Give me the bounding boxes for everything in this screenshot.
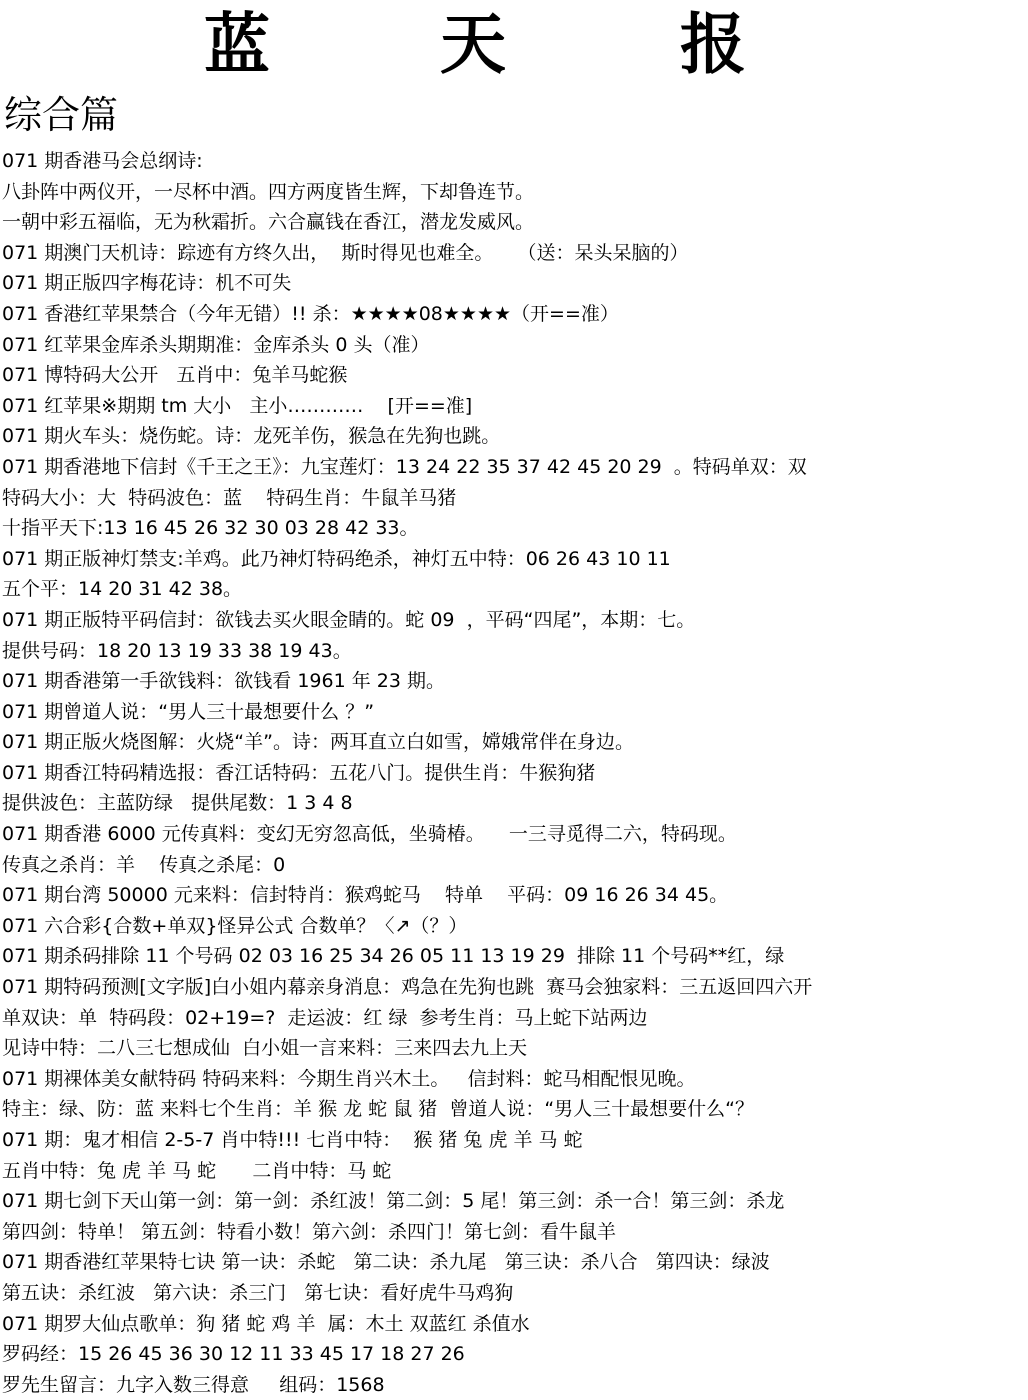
text-line: 单双诀：单 特码段：02+19=? 走运波：红 绿 参考生肖：马上蛇下站两边 [2, 1006, 648, 1029]
text-line: 071 期正版特平码信封：欲钱去买火眼金睛的。蛇 09 ，平码“四尾”，本期：七。 [2, 608, 696, 631]
text-line: 071 期香港第一手欲钱料：欲钱看 1961 年 23 期。 [2, 670, 445, 693]
text-line: 一朝中彩五福临，无为秋霜折。六合赢钱在香江，潜龙发威风。 [2, 211, 535, 234]
text-line: 第五诀：杀红波 第六诀：杀三门 第七诀：看好虎牛马鸡狗 [2, 1281, 514, 1304]
text-line: 071 期：鬼才相信 2-5-7 肖中特!!! 七肖中特： 猴 猪 兔 虎 羊 马 蛇 [2, 1129, 583, 1151]
text-line: 071 期裸体美女献特码 特码来料：今期生肖兴木土。 信封料：蛇马相配恨见晚。 [2, 1067, 696, 1090]
text-line: 071 期杀码排除 11 个号码 02 03 16 25 34 26 05 11 13 19 29 排除 11 个号码**红，绿 [2, 945, 785, 968]
text-line: 特主：绿、防：蓝 来料七个生肖：羊 猴 龙 蛇 鼠 猪 曾道人说：“男人三十最想要什么“？ [2, 1098, 755, 1121]
text-line: 五个平：14 20 31 42 38。 [2, 578, 243, 601]
text-line: 071 期澳门天机诗：踪迹有方终久出， 斯时得见也难全。 （送：呆头呆脑的） [2, 241, 689, 264]
masthead [0, 5, 1028, 92]
text-line: 071 六合彩{合数+单双}怪异公式 合数单？〈↗（？） [2, 914, 468, 937]
text-line: 罗先生留言：九字入数三得意 组码：1568 [2, 1373, 385, 1396]
text-line: 071 期正版火烧图解：火烧“羊”。诗：两耳直立白如雪，嫦娥常伴在身边。 [2, 731, 634, 754]
section-title: 综合篇 [4, 93, 119, 137]
text-line: 071 期特码预测[文字版]白小姐内幕亲身消息：鸡急在先狗也跳 赛马会独家料：三五返回四六开 [2, 976, 813, 999]
text-line: 071 期香港红苹果特七诀 第一诀：杀蛇 第二诀：杀九尾 第三诀：杀八合 第四诀：绿波 [2, 1251, 770, 1274]
text-line: 传真之杀肖：羊 传真之杀尾：0 [2, 853, 286, 876]
masthead-char-1: 蓝 [204, 5, 270, 83]
text-line: 提供号码：18 20 13 19 33 38 19 43。 [2, 639, 352, 662]
text-line: 071 期香江特码精选报：香江话特码：五花八门。提供生肖：牛猴狗猪 [2, 761, 596, 784]
text-line: 071 期罗大仙点歌单：狗 猪 蛇 鸡 羊 属：木土 双蓝红 杀值水 [2, 1312, 530, 1335]
text-line: 071 博特码大公开 五肖中：兔羊马蛇猴 [2, 364, 348, 387]
text-line: 071 香港红苹果禁合（今年无错）!! 杀：★★★★08★★★★（开==准） [2, 302, 619, 325]
text-line: 第四剑：特单！ 第五剑：特看小数！第六剑：杀四门！第七剑：看牛鼠羊 [2, 1220, 617, 1243]
masthead-char-2: 天 [440, 5, 506, 83]
text-line: 罗码经：15 26 45 36 30 12 11 33 45 17 18 27 26 [2, 1343, 465, 1366]
text-line: 071 红苹果※期期 tm 大小 主小………… [开==准] [2, 394, 473, 417]
text-line: 071 期七剑下天山第一剑：第一剑：杀红波！第二剑：5 尾！第三剑：杀一合！第三剑：杀龙 [2, 1190, 785, 1213]
text-line: 071 期香港地下信封《千王之王》：九宝莲灯：13 24 22 35 37 42 45 20 29 。特码单双：双 [2, 455, 807, 478]
text-line: 八卦阵中两仪开，一尽杯中酒。四方两度皆生辉，下却鲁连节。 [2, 180, 535, 203]
text-line: 071 红苹果金库杀头期期准：金库杀头 0 头（准） [2, 333, 430, 356]
text-line: 提供波色：主蓝防绿 提供尾数：1 3 4 8 [2, 792, 353, 815]
text-line: 见诗中特：二八三七想成仙 白小姐一言来料：三来四去九上天 [2, 1037, 528, 1060]
text-line: 五肖中特：兔 虎 羊 马 蛇 二肖中特：马 蛇 [2, 1159, 392, 1182]
text-line: 十指平天下:13 16 45 26 32 30 03 28 42 33。 [2, 517, 419, 540]
text-line: 071 期正版四字梅花诗：机不可失 [2, 272, 292, 295]
text-line: 071 期台湾 50000 元来料：信封特肖：猴鸡蛇马 特单 平码：09 16 26 34 45。 [2, 884, 729, 907]
text-line: 特码大小：大 特码波色：蓝 特码生肖：牛鼠羊马猪 [2, 486, 457, 509]
masthead-char-3: 报 [680, 5, 746, 83]
text-line: 071 期香港 6000 元传真料：变幻无穷忽高低，坐骑椿。 一三寻觅得二六，特码现。 [2, 823, 737, 846]
text-line: 071 期火车头：烧伤蛇。诗：龙死羊伤，猴急在先狗也跳。 [2, 425, 501, 448]
text-line: 071 期香港马会总纲诗: [2, 150, 203, 172]
text-line: 071 期曾道人说：“男人三十最想要什么 ？” [2, 700, 375, 723]
text-line: 071 期正版神灯禁支:羊鸡。此乃神灯特码绝杀，神灯五中特：06 26 43 10 11 [2, 547, 671, 570]
content-body [2, 146, 1022, 1400]
